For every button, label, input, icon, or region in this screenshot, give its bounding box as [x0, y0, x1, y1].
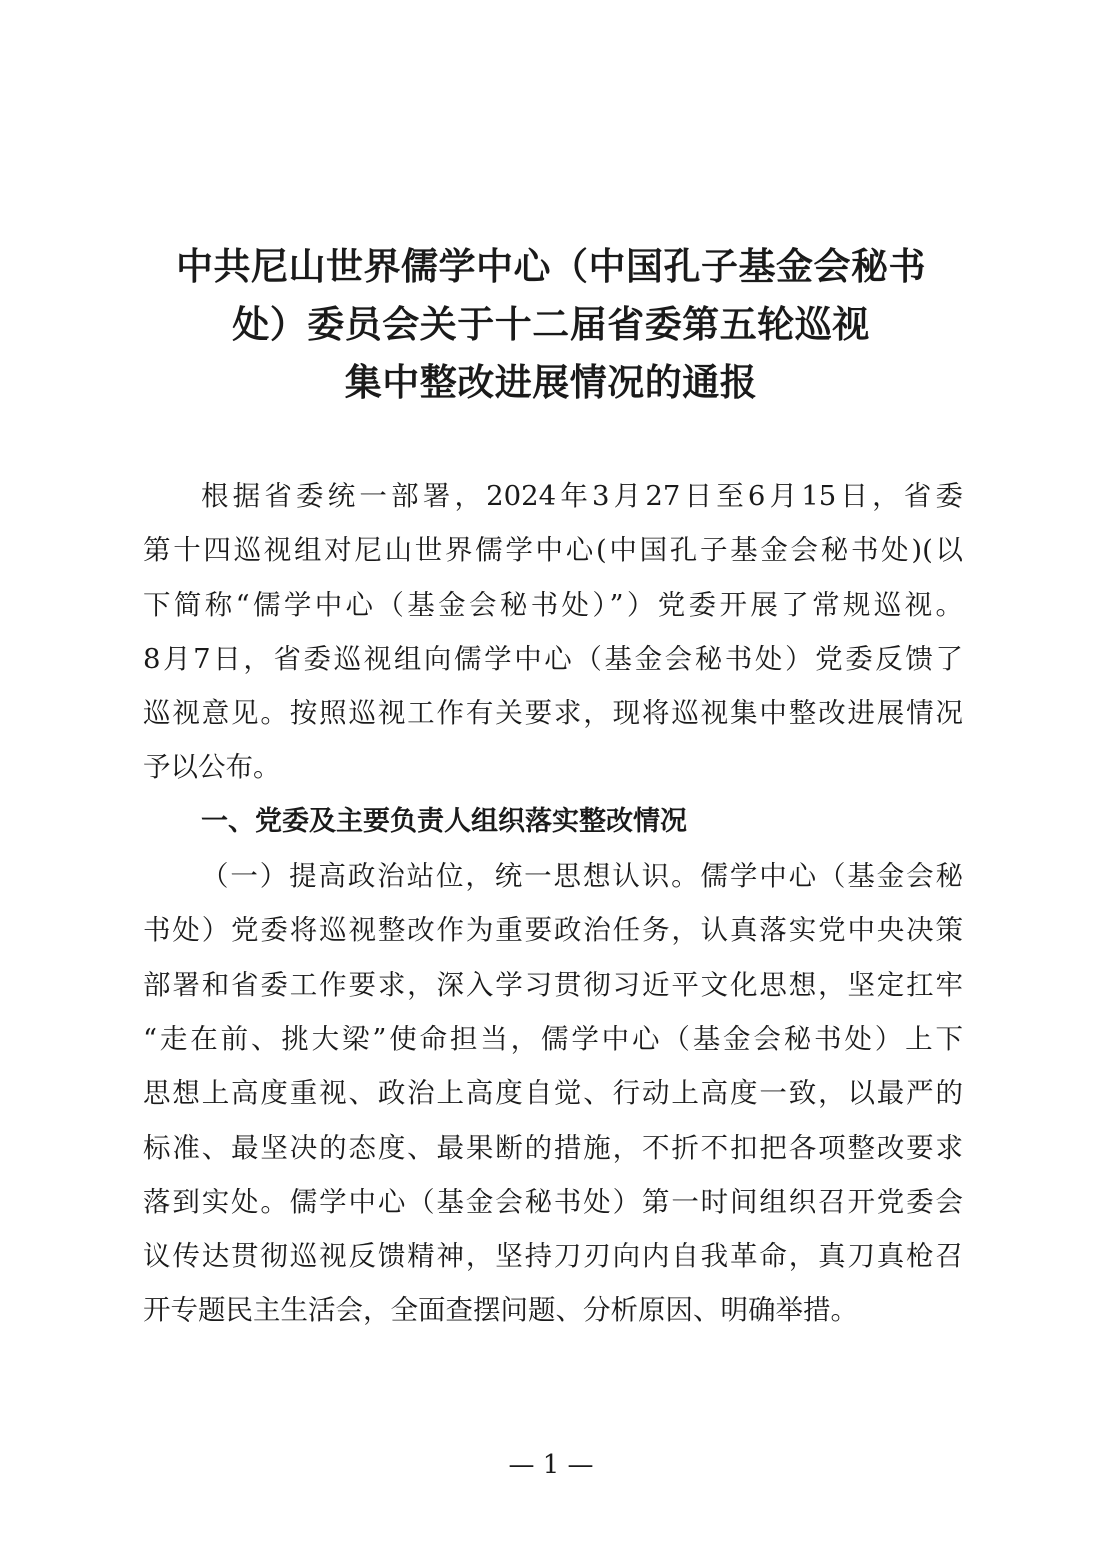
intro-line-5: 巡视意见。按照巡视工作有关要求，现将巡视集中整改进展情况: [143, 697, 963, 730]
section-heading-1: 一、党委及主要负责人组织落实整改情况: [201, 805, 687, 837]
title-line-2: 处）委员会关于十二届省委第五轮巡视: [232, 303, 870, 346]
document-title: [100, 238, 1002, 412]
intro-line-2: 第十四巡视组对尼山世界儒学中心(中国孔子基金会秘书处)(以: [143, 534, 963, 567]
intro-line-4: 8月7日，省委巡视组向儒学中心（基金会秘书处）党委反馈了: [143, 642, 963, 675]
para1-line-4: “走在前、挑大梁”使命担当，儒学中心（基金会秘书处）上下: [143, 1022, 963, 1055]
para1-line-3: 部署和省委工作要求，深入学习贯彻习近平文化思想，坚定扛牢: [143, 968, 963, 1001]
para1-line-9: 开专题民主生活会，全面查摆问题、分析原因、明确举措。: [143, 1294, 858, 1327]
para1-line-8: 议传达贯彻巡视反馈精神，坚持刀刃向内自我革命，真刀真枪召: [143, 1240, 963, 1273]
intro-line-3: 下简称“儒学中心（基金会秘书处）”）党委开展了常规巡视。: [143, 588, 963, 621]
title-line-1: 中共尼山世界儒学中心（中国孔子基金会秘书: [176, 245, 926, 288]
document-body: [143, 469, 963, 1338]
intro-paragraph: [143, 469, 963, 795]
para1-line-1: （一）提高政治站位，统一思想认识。儒学中心（基金会秘: [201, 860, 963, 893]
para1-line-5: 思想上高度重视、政治上高度自觉、行动上高度一致，以最严的: [143, 1077, 963, 1110]
para1-line-7: 落到实处。儒学中心（基金会秘书处）第一时间组织召开党委会: [143, 1185, 963, 1218]
intro-line-1: 根据省委统一部署，2024年3月27日至6月15日，省委: [201, 480, 963, 512]
intro-line-6: 予以公布。: [143, 751, 281, 784]
para1-line-2: 书处）党委将巡视整改作为重要政治任务，认真落实党中央决策: [143, 914, 963, 947]
para1-line-6: 标准、最坚决的态度、最果断的措施，不折不扣把各项整改要求: [143, 1131, 963, 1164]
page-number: — 1 —: [508, 1450, 594, 1480]
section-1-paragraph-1: [143, 849, 963, 1338]
title-line-3: 集中整改进展情况的通报: [344, 361, 758, 404]
